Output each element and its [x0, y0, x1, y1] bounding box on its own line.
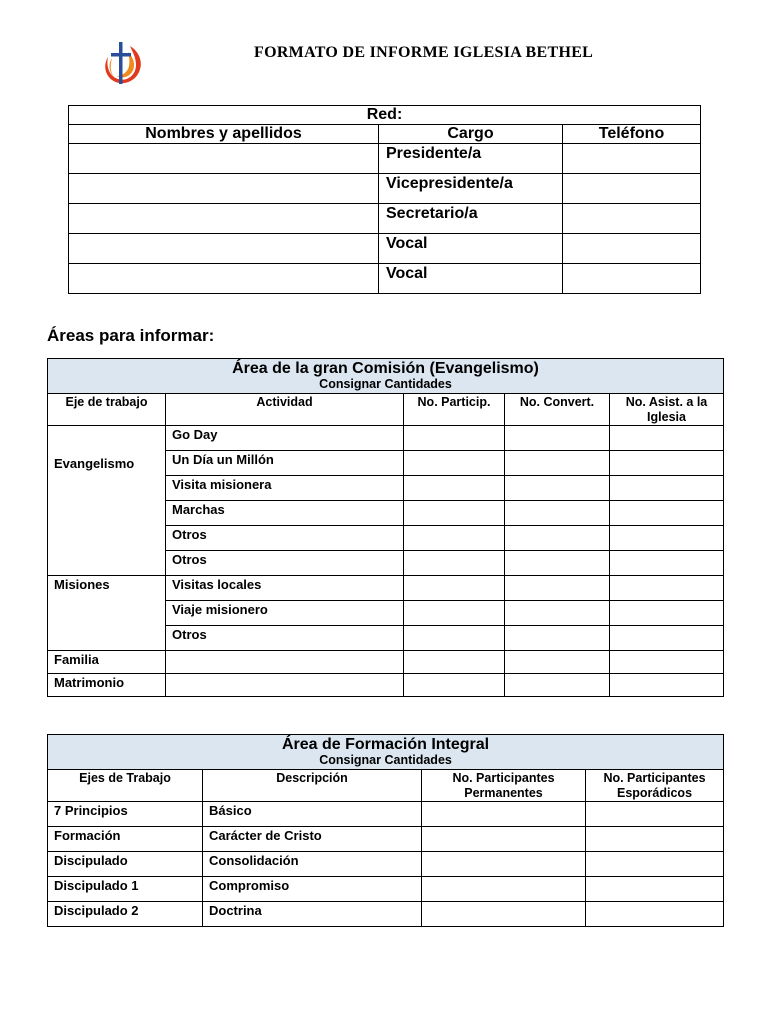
input-cell[interactable]	[505, 674, 610, 697]
phone-cell[interactable]	[563, 264, 701, 294]
name-cell[interactable]	[69, 174, 379, 204]
description-cell: Consolidación	[203, 852, 422, 877]
red-label: Red:	[69, 106, 701, 125]
input-cell[interactable]	[404, 551, 505, 576]
phone-cell[interactable]	[563, 204, 701, 234]
input-cell[interactable]	[586, 827, 724, 852]
members-table	[68, 105, 701, 294]
axis-cell: Discipulado 1	[48, 877, 203, 902]
input-cell[interactable]	[422, 827, 586, 852]
activity-cell: Marchas	[166, 501, 404, 526]
cargo-cell: Vocal	[379, 264, 563, 294]
activity-cell: Un Día un Millón	[166, 451, 404, 476]
input-cell[interactable]	[404, 651, 505, 674]
cargo-cell: Presidente/a	[379, 144, 563, 174]
section-subtitle: Consignar Cantidades	[319, 377, 452, 391]
header-telefono: Teléfono	[563, 125, 701, 144]
input-cell[interactable]	[610, 426, 724, 451]
input-cell[interactable]	[422, 902, 586, 927]
input-cell[interactable]	[586, 902, 724, 927]
input-cell[interactable]	[166, 651, 404, 674]
input-cell[interactable]	[610, 601, 724, 626]
table-row	[48, 426, 724, 451]
input-cell[interactable]	[404, 601, 505, 626]
table-row	[69, 144, 701, 174]
input-cell[interactable]	[404, 476, 505, 501]
evangelismo-table	[47, 358, 724, 697]
table-row	[48, 651, 724, 674]
name-cell[interactable]	[69, 264, 379, 294]
input-cell[interactable]	[505, 426, 610, 451]
column-header: Descripción	[203, 770, 422, 802]
axis-cell: Misiones	[48, 576, 166, 651]
input-cell[interactable]	[505, 651, 610, 674]
column-header: Ejes de Trabajo	[48, 770, 203, 802]
name-cell[interactable]	[69, 144, 379, 174]
column-header: No. Asist. a la Iglesia	[610, 394, 724, 426]
table-row	[69, 174, 701, 204]
column-header: No. Participantes Esporádicos	[586, 770, 724, 802]
section-title: Área de Formación Integral	[281, 736, 490, 753]
input-cell[interactable]	[505, 626, 610, 651]
input-cell[interactable]	[610, 626, 724, 651]
input-cell[interactable]	[404, 626, 505, 651]
table-row	[48, 576, 724, 601]
header-nombres: Nombres y apellidos	[69, 125, 379, 144]
input-cell[interactable]	[404, 451, 505, 476]
input-cell[interactable]	[610, 551, 724, 576]
cargo-cell: Vocal	[379, 234, 563, 264]
phone-cell[interactable]	[563, 144, 701, 174]
input-cell[interactable]	[586, 852, 724, 877]
section-title: Área de la gran Comisión (Evangelismo)	[232, 360, 539, 377]
name-cell[interactable]	[69, 234, 379, 264]
input-cell[interactable]	[586, 877, 724, 902]
table-row	[69, 204, 701, 234]
formacion-title-band	[48, 735, 724, 770]
input-cell[interactable]	[586, 802, 724, 827]
column-header: Actividad	[166, 394, 404, 426]
description-cell: Doctrina	[203, 902, 422, 927]
axis-cell: Matrimonio	[48, 674, 166, 697]
activity-cell: Otros	[166, 526, 404, 551]
input-cell[interactable]	[505, 601, 610, 626]
input-cell[interactable]	[404, 674, 505, 697]
table-row	[48, 852, 724, 877]
axis-cell: Discipulado 2	[48, 902, 203, 927]
axis-cell: 7 Principios	[48, 802, 203, 827]
column-header: No. Convert.	[505, 394, 610, 426]
column-header: No. Participantes Permanentes	[422, 770, 586, 802]
axis-cell: Familia	[48, 651, 166, 674]
input-cell[interactable]	[422, 852, 586, 877]
name-cell[interactable]	[69, 204, 379, 234]
activity-cell: Viaje misionero	[166, 601, 404, 626]
table-row	[48, 674, 724, 697]
input-cell[interactable]	[610, 526, 724, 551]
input-cell[interactable]	[505, 476, 610, 501]
description-cell: Carácter de Cristo	[203, 827, 422, 852]
input-cell[interactable]	[422, 802, 586, 827]
areas-heading: Áreas para informar:	[47, 326, 215, 345]
activity-cell: Visitas locales	[166, 576, 404, 601]
input-cell[interactable]	[610, 451, 724, 476]
axis-cell: Discipulado	[48, 852, 203, 877]
input-cell[interactable]	[404, 501, 505, 526]
document-title: FORMATO DE INFORME IGLESIA BETHEL	[254, 44, 594, 61]
section-subtitle: Consignar Cantidades	[319, 753, 452, 767]
input-cell[interactable]	[404, 576, 505, 601]
input-cell[interactable]	[505, 576, 610, 601]
cargo-cell: Secretario/a	[379, 204, 563, 234]
column-header: Eje de trabajo	[48, 394, 166, 426]
input-cell[interactable]	[505, 451, 610, 476]
cargo-cell: Vicepresidente/a	[379, 174, 563, 204]
table-row	[48, 827, 724, 852]
church-logo-icon	[100, 40, 146, 88]
input-cell[interactable]	[166, 674, 404, 697]
activity-cell: Otros	[166, 626, 404, 651]
input-cell[interactable]	[610, 501, 724, 526]
axis-cell: Formación	[48, 827, 203, 852]
input-cell[interactable]	[404, 526, 505, 551]
activity-cell: Go Day	[166, 426, 404, 451]
phone-cell[interactable]	[563, 174, 701, 204]
input-cell[interactable]	[422, 877, 586, 902]
activity-cell: Visita misionera	[166, 476, 404, 501]
table-row	[69, 264, 701, 294]
input-cell[interactable]	[610, 476, 724, 501]
activity-cell: Otros	[166, 551, 404, 576]
evangelismo-title-band	[48, 359, 724, 394]
description-cell: Compromiso	[203, 877, 422, 902]
input-cell[interactable]	[610, 651, 724, 674]
table-row	[69, 234, 701, 264]
input-cell[interactable]	[505, 501, 610, 526]
formacion-table	[47, 734, 724, 927]
table-row	[48, 902, 724, 927]
table-row	[48, 877, 724, 902]
input-cell[interactable]	[404, 426, 505, 451]
axis-cell: Evangelismo	[48, 426, 166, 576]
table-row	[48, 802, 724, 827]
column-header: No. Particip.	[404, 394, 505, 426]
input-cell[interactable]	[505, 551, 610, 576]
header-cargo: Cargo	[379, 125, 563, 144]
input-cell[interactable]	[610, 576, 724, 601]
input-cell[interactable]	[610, 674, 724, 697]
description-cell: Básico	[203, 802, 422, 827]
input-cell[interactable]	[505, 526, 610, 551]
phone-cell[interactable]	[563, 234, 701, 264]
